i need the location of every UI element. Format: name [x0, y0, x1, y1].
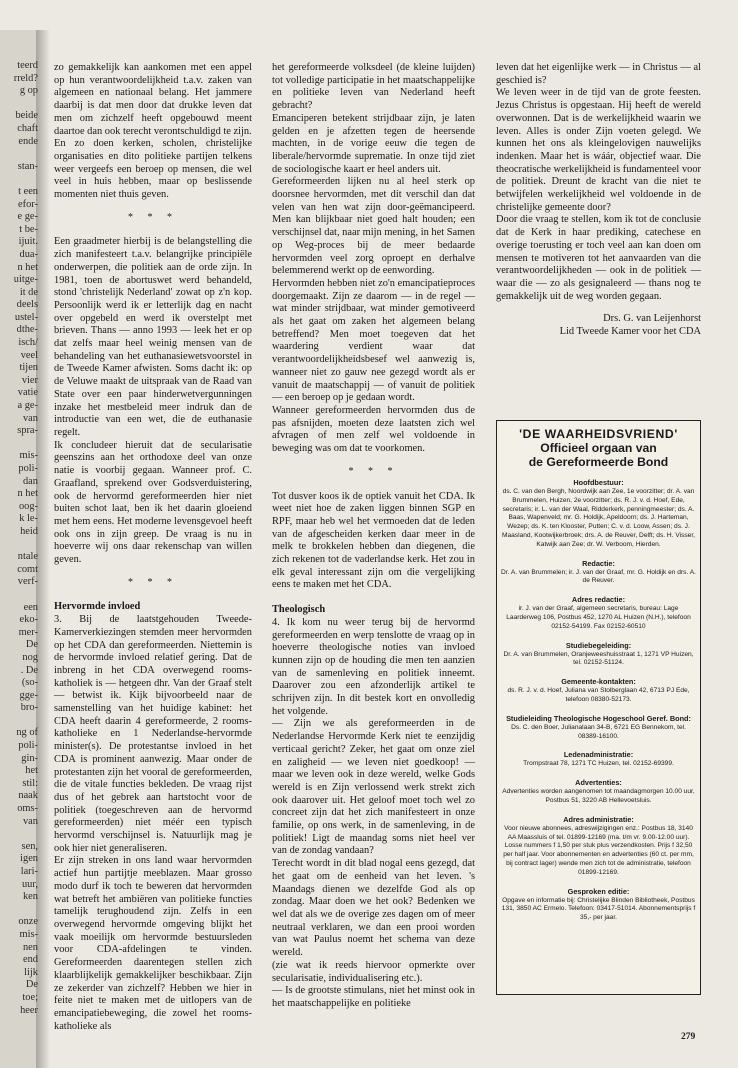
- paragraph: We leven weer in de tijd van de grote feesten. Jezus Christus is opgestaan. Hij heeft de wereld overwonnen. Dat is de werkelijkheid waarin we leven. Alles is onder Zijn voeten gelegd. We kunnen het ons als kleingelovigen nauwelijks indenken. Maar het is wáár, objectief waar. Die theocratische werkelijkheid is fundamenteel voor de politiek. Dreunt de kracht van die niet te betwijfelen werkelijkheid wel voldoende in de christelijke gemeente door?: [496, 87, 701, 213]
- fragment-line: heid: [20, 525, 38, 537]
- colophon-heading: Hoofdbestuur:: [573, 478, 624, 487]
- fragment-line: toe;: [22, 991, 38, 1003]
- fragment-line: naak: [18, 790, 38, 802]
- fragment-line: [0, 539, 38, 552]
- article-column-1: [54, 62, 252, 1033]
- colophon-box: [496, 420, 701, 995]
- paragraph: 4. Ik kom nu weer terug bij de hervormd gereformeerden en werp tenslotte de vraag op in hoeverre theologische noties van invloed kunnen zijn op de houding die men ten aanzien van de samenleving en politiek inneemt. Daarover zou een afzonderlijk artikel te schrijven zijn. In dit bestek kort en onvolledig het volgende.: [272, 616, 475, 717]
- colophon-subtitle: Officieel orgaan van: [540, 441, 657, 455]
- fragment-line: mis-: [19, 928, 38, 940]
- section-divider: * * *: [348, 465, 399, 477]
- paragraph: Terecht wordt in dit blad nogal eens gezegd, dat het gaat om de eenheid van het leven. 's Maandags dienen we dezelfde God als op zondag. Maar doen we het ook? Bedenken we wel dat als we de overige zes dagen om of meer neutraal verklaren, we dan een prooi worden van wat Paulus noemt het schema van deze wereld.: [272, 858, 475, 959]
- fragment-line: tijen: [19, 362, 38, 374]
- fragment-line: igen: [20, 853, 38, 865]
- colophon-title: 'DE WAARHEIDSVRIEND': [519, 427, 678, 441]
- fragment-line: . De: [20, 664, 38, 676]
- fragment-line: n het: [17, 261, 38, 273]
- paragraph: Hervormden hebben niet zo'n emancipatieproces doorgemaakt. Zijn ze daarom — in de regel — wat minder strijdbaar, wat minder gemotiveerd als het gaat om zaken het algemeen belang betreffend? Men moet toegeven dat het waardering verdient waar dat verantwoordelijkheidsbesef wel aanwezig is, wanneer niet zo gauw nee gezegd wordt als er vanuit de maatschappij — of vanuit de politiek — een beroep op je gedaan wordt.: [272, 277, 475, 404]
- fragment-line: dthe-: [16, 324, 38, 336]
- colophon-body: Opgave en informatie bij: Christelijke Blinden Bibliotheek, Postbus 131, 3850 AC Ermelo. Telefoon: 03417-51014. Abonnementsprijs f 35,- per jaar.: [501, 896, 696, 922]
- colophon-section: [501, 815, 696, 878]
- fragment-line: stil:: [22, 777, 38, 789]
- fragment-line: uitge-: [13, 274, 38, 286]
- fragment-line: verf-: [17, 576, 38, 588]
- fragment-line: mer-: [18, 626, 38, 638]
- colophon-heading: Studieleiding Theologische Hogeschool Geref. Bond:: [506, 713, 691, 723]
- colophon-body: Advertenties worden aangenomen tot maandagmorgen 10.00 uur, Postbus 51, 3220 AB Hellevoetsluis.: [502, 788, 695, 804]
- fragment-line: van: [22, 412, 38, 424]
- paragraph: En zo doen kerken, scholen, christelijke organisaties en dito politieke partijen telkens weer vergeefs een beroep op mensen, die wel veel in huis hebben, maar op beslissende momenten niet thuis geven.: [54, 138, 252, 201]
- fragment-line: [0, 438, 38, 451]
- paragraph: (zie wat ik reeds hiervoor opmerkte over secularisatie, individualisering etc.).: [272, 959, 475, 984]
- paragraph: Door die vraag te stellen, kom ik tot de conclusie dat de Kerk in haar prediking, catechese en overige toerusting er toch veel aan kan doen om mensen te motiveren tot het aanvaarden van die verantwoordelijkheden — ook in de politiek — waar die — zo als gesignaleerd — thans nog te gemakkelijk uit de weg worden gegaan.: [496, 214, 701, 302]
- fragment-line: it de: [19, 286, 38, 298]
- fragment-line: nen: [22, 941, 38, 953]
- fragment-line: een: [23, 601, 38, 613]
- fragment-line: gge-: [19, 689, 38, 701]
- fragment-line: dan: [22, 475, 38, 487]
- fragment-line: ende: [18, 135, 38, 147]
- fragment-line: ken: [22, 891, 38, 903]
- fragment-line: veel: [20, 349, 38, 361]
- fragment-line: efor-: [18, 198, 38, 210]
- fragment-line: g op: [19, 85, 38, 97]
- colophon-section: [501, 641, 696, 669]
- paragraph: 3. Bij de laatstgehouden Tweede-Kamerverkiezingen stemden meer hervormden op het CDA dan gereformeerden. Niettemin is de hervormde invloed relatief gering. Dat de inbreng in het CDA overwegend rooms-katholiek is — hetgeen dhr. Van der Graaf stelt — betwist ik. Kijk bijvoorbeeld naar de samenstelling van het huidige kabinet: het CDA heeft daarin 4 gereformeerde, 2 rooms-katholieke en 1 Nederlandse-hervormde minister(s). De protestantse invloed in het CDA is prominent aanwezig. Maar onder de protestanten zijn het vooral de gereformeerden, die de vitale functies bekleden. De vraag rijst dus of het gebrek aan hartstocht voor de politiek (toegeschreven aan de hervormd gereformeerden) niet méér een typisch hervormd verschijnsel is. Natuurlijk mag je ook hier niet generaliseren.: [54, 614, 252, 854]
- fragment-line: (so-: [21, 677, 38, 689]
- paragraph: Gereformeerden lijken nu al heel sterk op doorsnee hervormden, met dit verschil dan dat velen van hen wat zijn door-geëmancipeerd. Men kan blijkbaar niet goed halt houden; een verschijnsel dat, naar mijn mening, in het Samen op Weg-proces bij de meer bedaarde hervormden veel zorg oproept en derhalve belemmerend werkt op de eenwording.: [272, 176, 475, 277]
- colophon-body: ir. J. van der Graaf, algemeen secretaris, bureau: Lage Laarderweg 106, Postbus 452, 1270 AL Huizen (N.H.), telefoon 02152-54199. Fax 02152-60510: [506, 605, 691, 630]
- fragment-line: onze: [18, 916, 38, 928]
- fragment-line: comt: [17, 563, 38, 575]
- fragment-line: beide: [15, 110, 38, 122]
- fragment-line: De: [25, 979, 38, 991]
- colophon-body: ds. R. J. v. d. Hoef, Juliana van Stolberglaan 42, 6713 PJ Ede, telefoon 08380-52173.: [507, 687, 690, 703]
- colophon-section: [501, 559, 696, 587]
- fragment-line: vier: [21, 374, 38, 386]
- colophon-body: ds. C. van den Bergh, Noordwijk aan Zee, 1e voorzitter; dr. A. van Brummelen, Huizen, 2e voorzitter; ds. R. J. v. d. Hoef, Ede, secretaris; ir. L. van der Waal, Ridderkerk, penningmeester; ds. A. Baas, Wapenveld; mr. G. Holdijk, Apeldoorn; ds. J. Harteman, Wezep; ds. K. ten Klooster, Putten; C. v. d. Loow, Assen; ds. J. Maasland, Kootwijkerbroek; drs. A. de Reuver, Delft; ds. H. Visser, Katwijk aan Zee; dr. W. Verboom, Hierden.: [501, 488, 695, 548]
- colophon-body: Dr. A. van Brummelen, Oranjeweeshuisstraat 1, 1271 VP Huizen, tel. 02152-51124.: [503, 650, 694, 667]
- fragment-line: teerd: [17, 60, 38, 71]
- fragment-line: k le-: [19, 513, 38, 525]
- fragment-line: oog-: [18, 500, 38, 512]
- colophon-section: [501, 595, 696, 631]
- colophon-heading: Adres administratie:: [563, 814, 634, 824]
- section-heading: Hervormde invloed: [54, 601, 141, 613]
- paragraph: Emanciperen betekent strijdbaar zijn, je laten gelden en je afzetten tegen de heersende machten, in de vorige eeuw die tegen de liberale/hervormde suprematie. In onze tijd ziet de sociologische kaart er heel anders uit.: [272, 112, 475, 175]
- colophon-body: Ds. C. den Boer, Julianalaan 34-B, 6721 EG Bennekom, tel. 08389-16100.: [511, 723, 686, 740]
- paragraph: — Zijn we als gereformeerden in de Nederlandse Hervormde Kerk niet te eenzijdig verticaal gericht? Zeker, het gaat om onze ziel en zaligheid — we leven niet goedkoop! — maar we leven ook in deze wereld, welke Gods wereld is en Zijn verlossend werk strekt zich ook daarover uit. Het geloof moet toch wel zo concreet zijn dat het zich manifesteert in onze familie, op ons werk, in de samenleving, in de politiek! Ligt de maandag soms niet heel ver van de zondag vandaan?: [272, 718, 475, 857]
- colophon-heading: Gemeente-kontakten:: [561, 677, 636, 687]
- colophon-body: Trompstraat 78, 1271 TC Huizen, tel. 02152-69399.: [523, 760, 674, 768]
- colophon-section: [501, 677, 696, 705]
- fragment-line: dua-: [19, 248, 38, 260]
- fragment-line: ntale: [17, 551, 38, 563]
- page-number: 279: [681, 1032, 696, 1042]
- fragment-line: isch/: [18, 337, 38, 349]
- fragment-line: bro-: [20, 702, 38, 714]
- fragment-line: gin-: [21, 752, 38, 764]
- colophon-heading: Gesproken editie:: [567, 886, 630, 896]
- fragment-line: nog: [22, 651, 38, 663]
- paragraph: Wanneer gereformeerden hervormden dus de pas afsnijden, moeten deze laatsten zich wel afvragen of men zelf wel voldoende in beweging was om dat te voorkomen.: [272, 404, 475, 455]
- section-heading: Theologisch: [272, 604, 326, 616]
- fragment-line: heer: [20, 1004, 38, 1016]
- colophon-heading: Ledenadministratie:: [563, 750, 634, 760]
- fragment-line: ng of: [16, 727, 38, 739]
- fragment-line: poli-: [18, 740, 38, 752]
- fragment-line: sen,: [21, 840, 38, 852]
- fragment-line: [0, 715, 38, 728]
- fragment-line: De: [25, 639, 38, 651]
- article-column-3: [496, 62, 701, 339]
- paragraph: Tot dusver koos ik de optiek vanuit het CDA. Ik weet niet hoe de zaken liggen binnen SGP en RPF, maar heb wel het vermoeden dat de leden van de afgescheiden kerken daar meer in de melk te brokkelen hebben dan diegenen, die zich rekenen tot de vaderlandse kerk. Het zou in elk geval interessant zijn om die vergelijking eens te maken met het CDA.: [272, 490, 475, 591]
- colophon-section: [501, 887, 696, 923]
- colophon-heading: Redactie:: [582, 558, 615, 568]
- colophon-section: [501, 714, 696, 742]
- fragment-line: t be-: [19, 223, 38, 235]
- paragraph: leven dat het eigenlijke werk — in Christus — al geschied is?: [496, 62, 701, 86]
- section-divider: * * *: [128, 576, 178, 588]
- fragment-line: e ge-: [17, 211, 38, 223]
- fragment-line: mis-: [19, 450, 38, 462]
- author-signature: [496, 313, 701, 338]
- fragment-line: ustel-: [14, 311, 38, 323]
- fragment-line: [0, 98, 38, 111]
- fragment-line: t een: [18, 185, 38, 197]
- paragraph: Er zijn streken in ons land waar hervormden actief hun partijtje meeblazen. Maar grosso modo durf ik toch te beweren dat hervormden wat betreft het ambiëren van politieke functies tamelijk terughoudend zijn. Zelfs in een overwegend hervormde omgeving blijkt het vaak moeilijk om hervormde bestuursleden voor CDA-afdelingen te vinden. Gereformeerden daarentegen stellen zich klaarblijkelijk gemakkelijker beschikbaar. Zijn ze zekerder van zichzelf? Hebben we hier in feite niet te maken met de uitlopers van de emancipatiebeweging, die zowel het rooms-katholieke als: [54, 855, 252, 1032]
- paragraph: Ik concludeer hieruit dat de secularisatie geenszins aan het orthodoxe deel van onze natie is voorbij gegaan. Wanneer prof. C. Graafland, sprekend over Godsverduistering, ook de hervormd gereformeerden hier niet buiten schot laat, ben ik het daarin gloeiend met hem eens. Het moderne levensgevoel heeft ook ons in zijn greep. De vraag is nu in hoeverre wij ons daar rekenschap van willen geven.: [54, 439, 252, 566]
- colophon-heading: Advertenties:: [575, 778, 622, 788]
- paragraph: zo gemakkelijk kan aankomen met een appel op hun verantwoordelijkheid t.a.v. zaken van algemeen en nationaal belang. Het jammere daarbij is dat men door dat drukke leven dat men om zichzelf heeft opgebouwd meent daartoe dan ook terecht verontschuldigd te zijn.: [54, 62, 252, 137]
- fragment-line: ijuit.: [18, 236, 38, 248]
- gutter-shadow: [36, 30, 50, 1068]
- colophon-subtitle: de Gereformeerde Bond: [528, 455, 669, 469]
- colophon-body: Dr. A. van Brummelen; ir. J. van der Graaf, mr. G. Holdijk en drs. A. de Reuver.: [501, 568, 696, 585]
- fragment-line: rreld?: [13, 72, 38, 84]
- fragment-line: uur,: [21, 878, 38, 890]
- left-page-fragment: [0, 60, 38, 1017]
- colophon-heading: Adres redactie:: [571, 595, 626, 605]
- paragraph: het gereformeerde volksdeel (de kleine luijden) tot volledige participatie in het maatschappelijke en politieke leven van Nederland heeft gebracht?: [272, 62, 475, 112]
- fragment-line: oms-: [17, 803, 38, 815]
- fragment-line: a ge-: [17, 400, 38, 412]
- paragraph: Een graadmeter hierbij is de belangstelling die zich manifesteert t.a.v. belangrijke principiële onderwerpen, die politiek aan de orde zijn. In 1981, toen de abortuswet werd behandeld, stond 'christelijk Nederland' zowat op z'n kop. Persoonlijk werd ik er letterlijk dag en nacht over opgebeld en werd ik overstelpt met brieven. Thans — anno 1993 — leek het er op dat zelfs maar heel weinig mensen van de behandeling van het euthanasiewetsvoorstel in de Tweede Kamer afwisten. Soms dacht ik: op de Veluwe maakt de uitspraak van de Raad van State over een paar hinderwetvergunningen inzake het mestbeleid meer indruk dan de introductie van een wet, die de euthanasie regelt.: [54, 236, 252, 438]
- author-name: Drs. G. van Leijenhorst: [603, 313, 701, 325]
- fragment-line: stan-: [17, 160, 38, 172]
- fragment-line: poli-: [18, 463, 38, 474]
- colophon-body: Voor nieuwe abonnees, adreswijzigingen enz.: Postbus 18, 3140 AA Maassluis of tel. 01899-12169 (ma. t/m vr. 9.00-12.00 uur). Losse nummers f 1,50 per stuk plus verzendkosten. Prijs f 32,50 per half jaar. Voor abonnementen en advertenties (60 ct. per mm, bij contract lager) wende men zich tot de administratie, telefoon 01899-12169.: [503, 824, 694, 876]
- section-divider: * * *: [128, 211, 178, 223]
- fragment-line: lari-: [20, 866, 38, 877]
- fragment-line: n het: [17, 488, 38, 500]
- fragment-line: deels: [16, 299, 38, 311]
- fragment-line: chaft: [17, 122, 38, 134]
- article-column-2: [272, 62, 475, 1011]
- fragment-line: spra-: [17, 425, 38, 437]
- colophon-heading: Studiebegeleiding:: [565, 640, 632, 650]
- paragraph: — Is de grootste stimulans, niet het minst ook in het maatschappelijke en politieke: [272, 985, 475, 1009]
- colophon-section: [501, 750, 696, 769]
- fragment-line: vatie: [17, 387, 38, 399]
- fragment-line: eko-: [19, 614, 38, 626]
- colophon-section: [501, 478, 696, 550]
- fragment-line: [0, 828, 38, 841]
- fragment-line: lijk: [24, 966, 38, 978]
- fragment-line: [0, 904, 38, 917]
- fragment-line: [0, 148, 38, 161]
- colophon-section: [501, 778, 696, 806]
- fragment-line: [0, 173, 38, 186]
- author-title: Lid Tweede Kamer voor het CDA: [559, 326, 701, 338]
- fragment-line: [0, 589, 38, 602]
- fragment-line: van: [22, 815, 38, 827]
- fragment-line: end: [22, 954, 38, 966]
- fragment-line: het: [25, 765, 38, 777]
